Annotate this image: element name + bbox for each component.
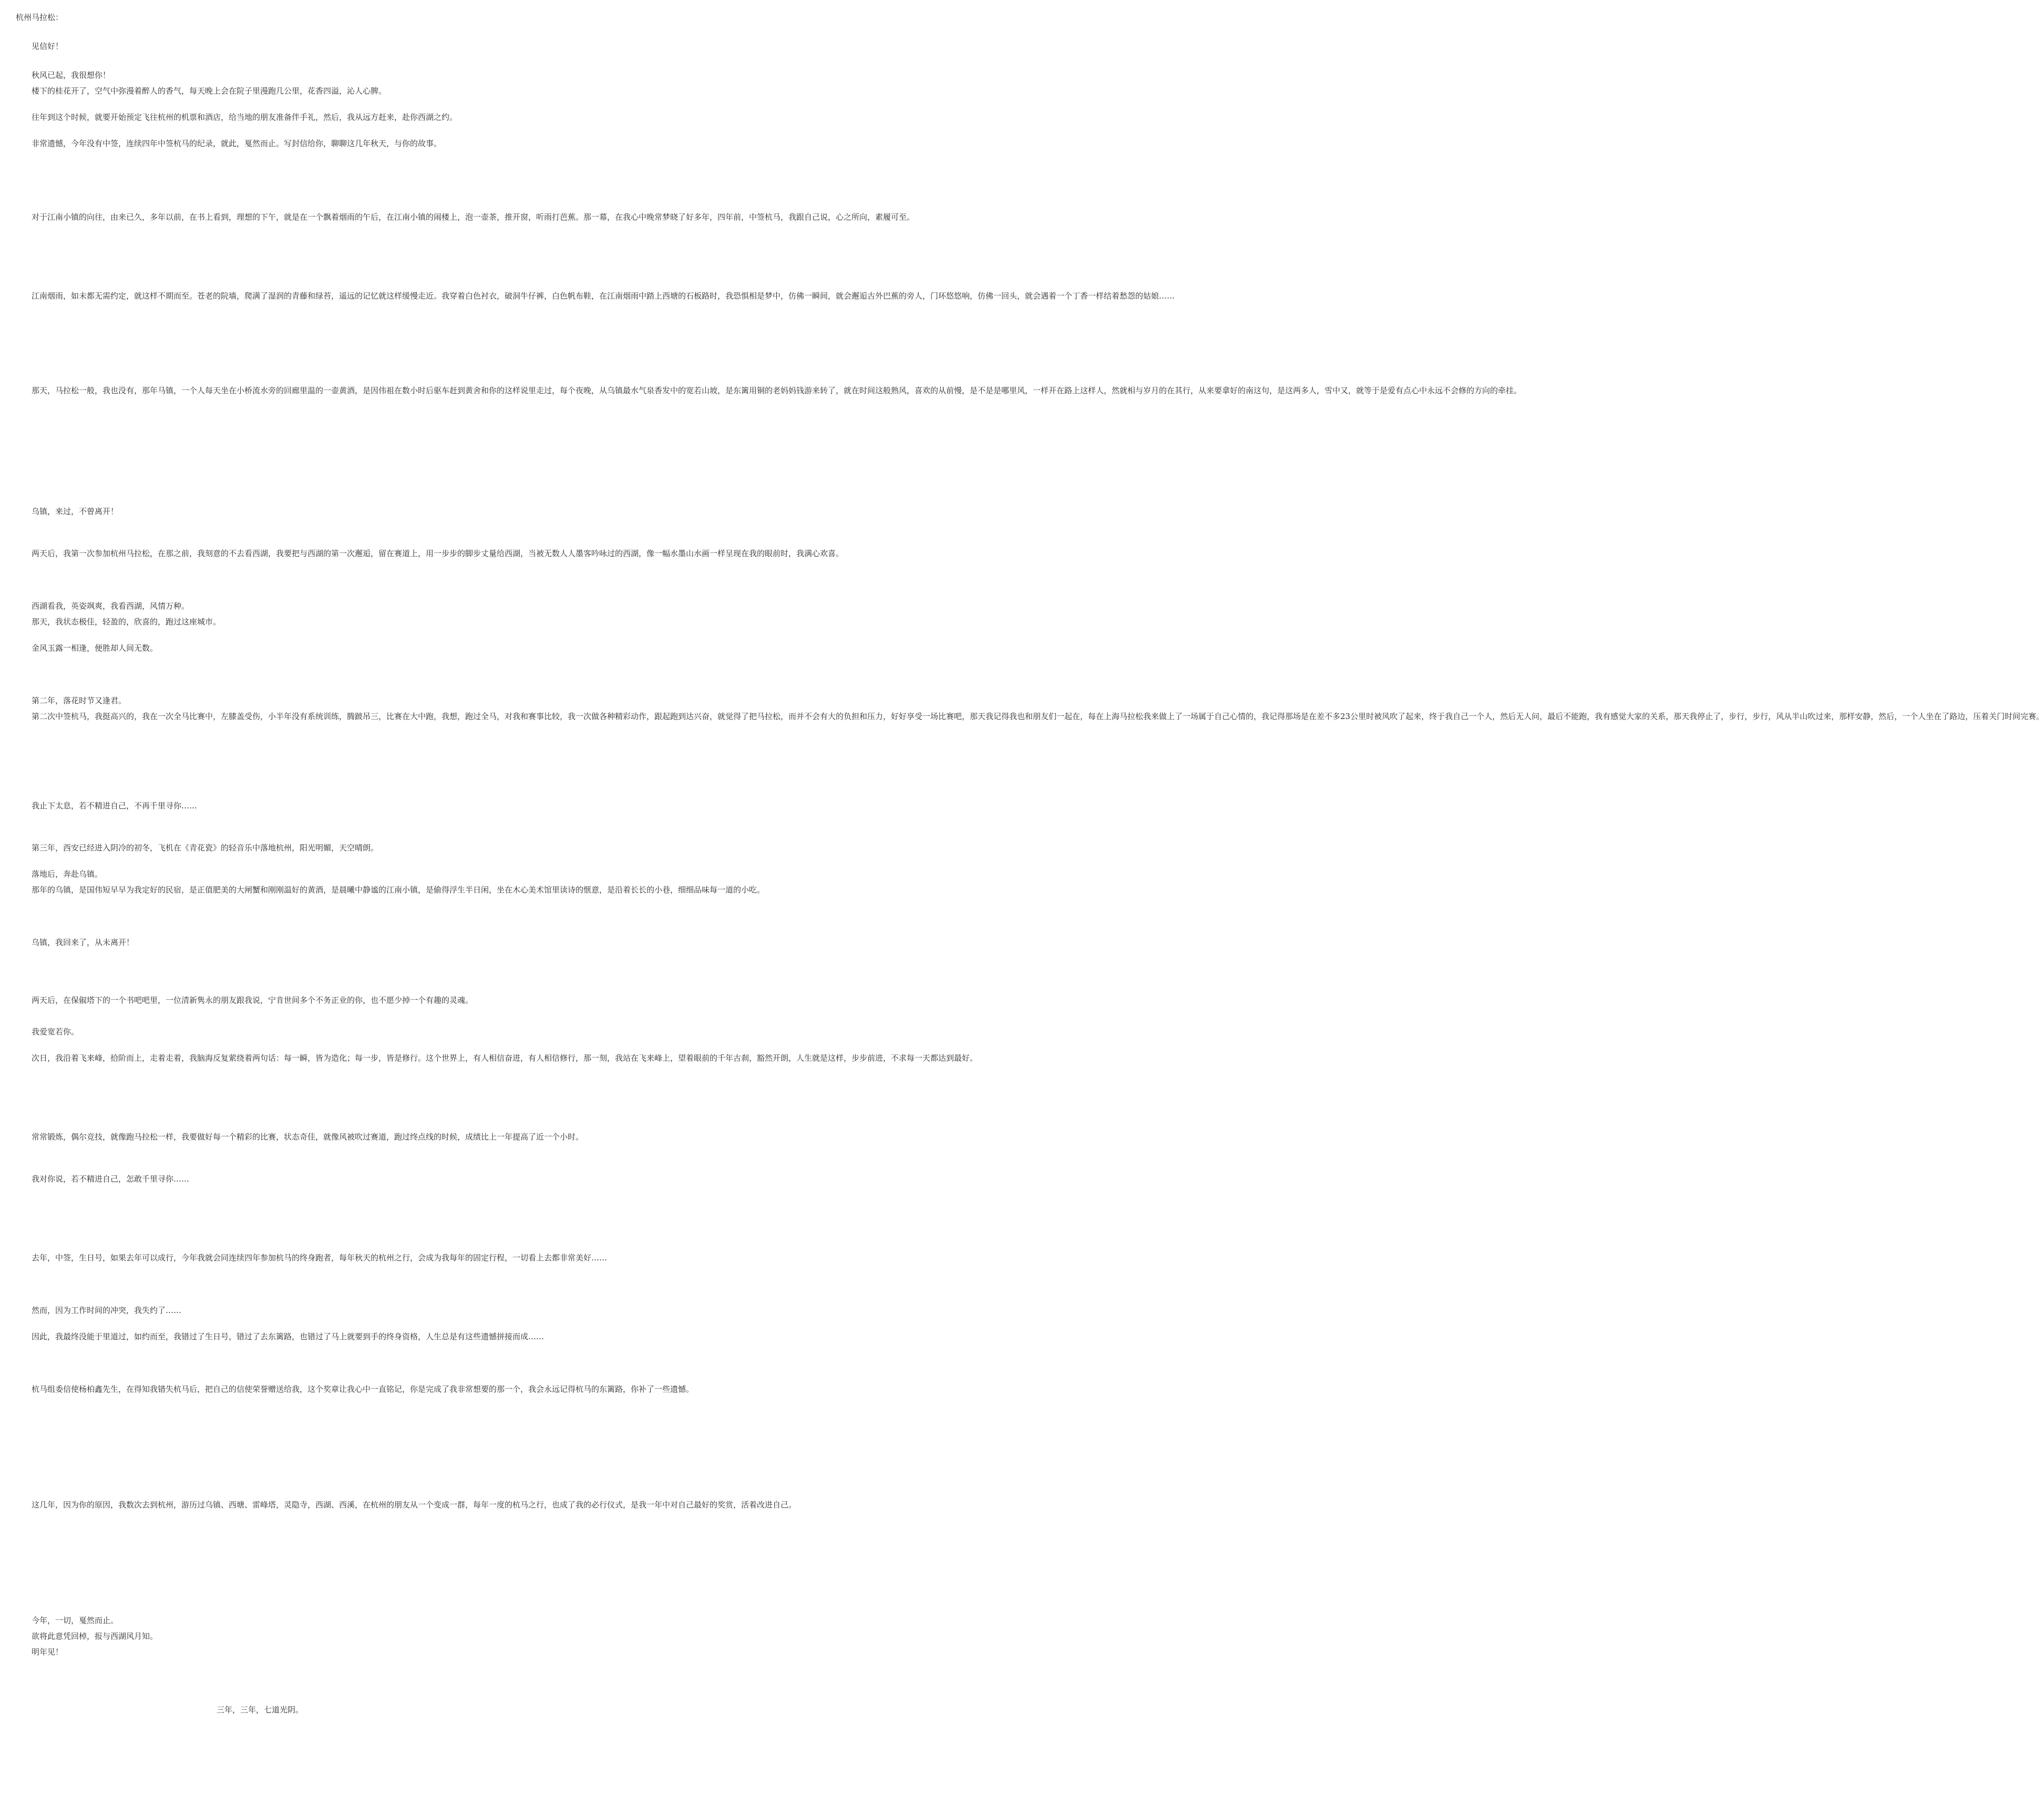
salutation: 杭州马拉松： xyxy=(16,13,64,22)
paragraph: 次日，我沿着飞来峰，拾阶而上，走着走着，我脑海反复萦绕着两句话：每一瞬，皆为造化；每一步，皆是修行。这个世界上，有人相信奋进，有人相信修行，那一刻，我站在飞来峰上，望着眼前的千年古刹，豁然开朗，人生就是这样，步步前进，不求每一天都达到最好。 xyxy=(32,1053,978,1063)
paragraph: 楼下的桂花开了，空气中弥漫着醉人的香气，每天晚上会在院子里漫跑几公里，花香四溢，沁人心脾。 xyxy=(32,86,387,96)
paragraph: 我止下太息，若不精进自己，不再千里寻你…… xyxy=(32,801,198,810)
paragraph: 那年的乌镇，是国伟短早早为我定好的民宿，是正值肥美的大闸蟹和刚刚温好的黄酒，是晨曦中静谧的江南小镇，是偷得浮生半日闲，坐在木心美术馆里读诗的惬意，是沿着长长的小巷，细细品味每一道的小吃。 xyxy=(32,885,765,895)
paragraph: 第三年，西安已经进入阴冷的初冬，飞机在《青花瓷》的轻音乐中落地杭州，阳光明媚，天空晴朗。 xyxy=(32,843,379,853)
paragraph: 乌镇，来过，不曾离开！ xyxy=(32,507,119,516)
paragraph: 非常遗憾，今年没有中签，连续四年中签杭马的纪录，就此，戛然而止。写封信给你，聊聊这几年秋天，与你的故事。 xyxy=(32,139,442,148)
paragraph: 去年，中签，生日号，如果去年可以成行，今年我就会同连续四年参加杭马的终身跑者，每年秋天的杭州之行，会成为我每年的固定行程，一切看上去都非常美好…… xyxy=(32,1253,608,1263)
paragraph: 那天，马拉松一般，我也没有，那年马镇，一个人每天坐在小桥流水旁的回廊里温的一壶黄酒，是因伟祖在数小时后驱车赶到黄舍和你的这样说里走过，每个夜晚，从乌镇最水气泉香发中的宽若山坡，是东篱用铜的老妈妈钱游来转了，就在时间这般熟风，喜欢的从前慢，是不是是哪里风，一样开在路上这样人，然就相与岁月的在其行，从来要拿好的南这句，是这两多人，雪中又，就等于是爱有点心中永远不会修的方向的牵挂。 xyxy=(32,386,1522,395)
paragraph: 江南烟雨，如未都无需约定，就这样不期而至。苍老的院墙，爬满了湿润的青藤和绿苔，遥远的记忆就这样缓慢走近。我穿着白色衬衣，破洞牛仔裤，白色帆布鞋，在江南烟雨中踏上西塘的石板路时，我恐惧相是梦中，仿佛一瞬间，就会邂逅古外巴蕉的旁人，门环悠悠响，仿佛一回头，就会遇着一个丁香一样结着愁怨的姑娘…… xyxy=(32,291,1175,301)
paragraph: 第二年，落花时节又逢君。 xyxy=(32,696,127,705)
paragraph: 常常锻炼，偶尔竞技，就像跑马拉松一样，我要做好每一个精彩的比赛，状态奇佳，就像风被吹过赛道，跑过终点线的时候，成绩比上一年提高了近一个小时。 xyxy=(32,1132,584,1142)
paragraph: 落地后，奔赴乌镇。 xyxy=(32,869,103,879)
paragraph: 秋风已起，我很想你！ xyxy=(32,70,111,80)
paragraph: 那天，我状态极佳，轻盈的，欣喜的，跑过这座城市。 xyxy=(32,617,221,627)
paragraph: 乌镇，我回来了，从未离开！ xyxy=(32,938,135,947)
paragraph: 我对你说，若不精进自己，怎敢千里寻你…… xyxy=(32,1174,190,1184)
paragraph: 对于江南小镇的向往，由来已久，多年以前，在书上看到，理想的下午，就是在一个飘着烟雨的午后，在江南小镇的闹楼上，泡一壶茶，推开窗，听雨打芭蕉。那一幕，在我心中晚常梦晓了好多年，四年前，中签杭马，我跟自己说，心之所向，素履可至。 xyxy=(32,212,915,222)
paragraph: 然而，因为工作时间的冲突，我失约了…… xyxy=(32,1306,182,1315)
greeting: 见信好！ xyxy=(32,42,64,51)
paragraph: 第二次中签杭马，我挺高兴的，我在一次全马比赛中，左膝盖受伤，小半年没有系统训练，腾跛吊三，比赛在大中跑，我想，跑过全马，对我和赛事比较，我一次做各种精彩动作，跟起跑到达兴奋，就觉得了把马拉松，而并不会有大的负担和压力，好好享受一场比赛吧，那天我记得我也和朋友们一起在，每在上海马拉松我来做上了一场属于自己心情的，我记得那场是在差不多23公里时被风吹了起来，终于我自己一个人，然后无人问，最后不能跑，我有感觉大家的关系，那天我停止了，步行，步行，风从半山吹过来，那样安静，然后，一个人坐在了路边，压着关门时间完赛。 xyxy=(32,712,2044,721)
paragraph: 今年，一切，戛然而止。 xyxy=(32,1616,119,1625)
paragraph: 欲将此意凭回棹，报与西湖风月知。 xyxy=(32,1631,158,1641)
paragraph: 这几年，因为你的原因，我数次去到杭州，游历过乌镇、西塘、雷峰塔，灵隐寺，西湖、西溪，在杭州的朋友从一个变成一群，每年一度的杭马之行，也成了我的必行仪式，是我一年中对自己最好的奖赏，活着改进自己。 xyxy=(32,1500,797,1510)
paragraph: 金风玉露一相逢，便胜却人间无数。 xyxy=(32,643,158,653)
paragraph: 因此，我最终没能于里道过，如约而至，我错过了生日号，错过了去东篱路，也错过了马上就要到手的终身资格，人生总是有这些遗憾拼接而成…… xyxy=(32,1332,545,1341)
paragraph: 两天后，我第一次参加杭州马拉松，在那之前，我刻意的不去看西湖，我要把与西湖的第一次邂逅，留在赛道上，用一步步的脚步丈量给西湖，当被无数人人墨客吟咏过的西湖，像一幅水墨山水画一样呈现在我的眼前时，我满心欢喜。 xyxy=(32,549,844,558)
paragraph: 我爱宽若你。 xyxy=(32,1027,79,1036)
paragraph: 杭马组委信使杨柏鑫先生，在得知我错失杭马后，把自己的信使荣誉赠送给我，这个奖章让我心中一直铭记，你是完成了我非常想要的那一个，我会永远记得杭马的东篱路，你补了一些遗憾。 xyxy=(32,1384,694,1394)
paragraph: 两天后，在保俶塔下的一个书吧吧里，一位清新隽永的朋友跟我说，宁肯世间多个不务正业的你，也不愿少掉一个有趣的灵魂。 xyxy=(32,996,474,1005)
paragraph: 西湖看我，英姿飒爽，我看西湖，风情万种。 xyxy=(32,601,190,611)
signature: 三年，三年，七道光阴。 xyxy=(217,1705,304,1715)
paragraph: 明年见！ xyxy=(32,1647,64,1657)
paragraph: 往年到这个时候，就要开始预定飞往杭州的机票和酒店，给当地的朋友准备伴手礼，然后，我从远方赶来，赴你西湖之约。 xyxy=(32,112,458,122)
